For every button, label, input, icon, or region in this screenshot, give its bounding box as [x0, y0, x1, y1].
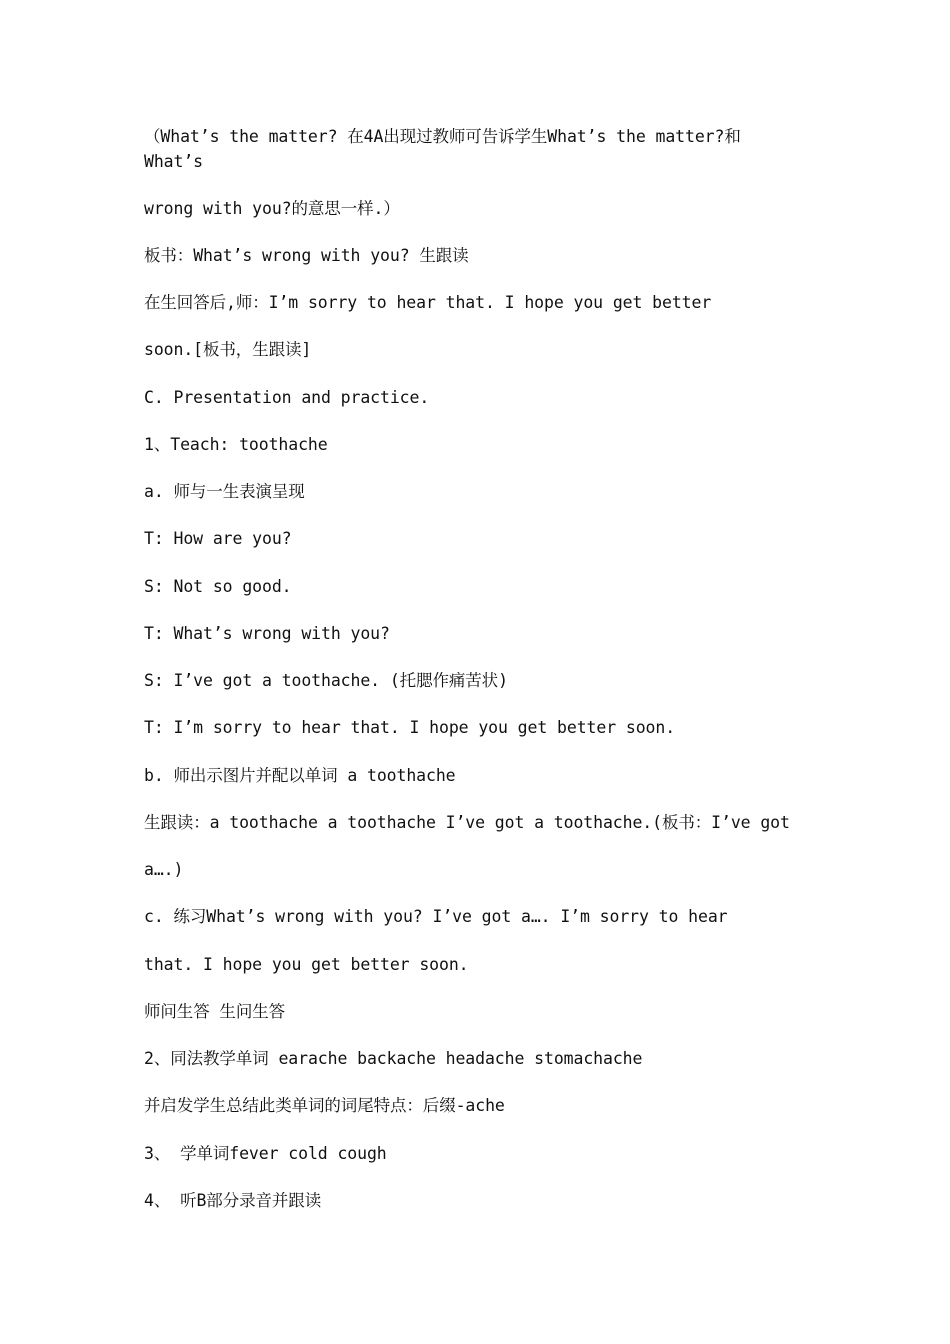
text-line: c. 练习What’s wrong with you? I’ve got a…. I’m sorry to hear [144, 907, 728, 926]
dialogue-line: S: Not so good. [144, 577, 292, 596]
text-line: 4、 听B部分录音并跟读 [144, 1191, 322, 1210]
text-line: 在生回答后,师：I’m sorry to hear that. I hope you get better [144, 293, 712, 312]
text-line: that. I hope you get better soon. [144, 955, 469, 974]
section-heading: C. Presentation and practice. [144, 388, 430, 407]
text-line: （What’s the matter? 在4A出现过教师可告诉学生What’s the matter?和 [144, 127, 741, 146]
text-line: What’s [144, 152, 204, 171]
text-line: b. 师出示图片并配以单词 a toothache [144, 766, 456, 785]
dialogue-line: T: I’m sorry to hear that. I hope you get better soon. [144, 718, 676, 737]
text-line: 板书：What’s wrong with you? 生跟读 [144, 246, 469, 265]
text-line: wrong with you?的意思一样.） [144, 199, 400, 218]
text-line: 并启发学生总结此类单词的词尾特点：后缀-ache [144, 1096, 505, 1115]
dialogue-line: S: I’ve got a toothache. (托腮作痛苦状) [144, 671, 508, 690]
text-line: 1、Teach: toothache [144, 435, 328, 454]
text-line: a. 师与一生表演呈现 [144, 482, 305, 501]
text-line: 2、同法教学单词 earache backache headache stomachache [144, 1049, 643, 1068]
dialogue-line: T: How are you? [144, 529, 292, 548]
text-line: 3、 学单词fever cold cough [144, 1144, 387, 1163]
text-line: a….) [144, 860, 184, 879]
text-line: 生跟读：a toothache a toothache I’ve got a toothache.(板书：I’ve got [144, 813, 790, 832]
text-line: 师问生答 生问生答 [144, 1002, 286, 1021]
text-line: soon.[板书，生跟读] [144, 340, 312, 359]
dialogue-line: T: What’s wrong with you? [144, 624, 390, 643]
